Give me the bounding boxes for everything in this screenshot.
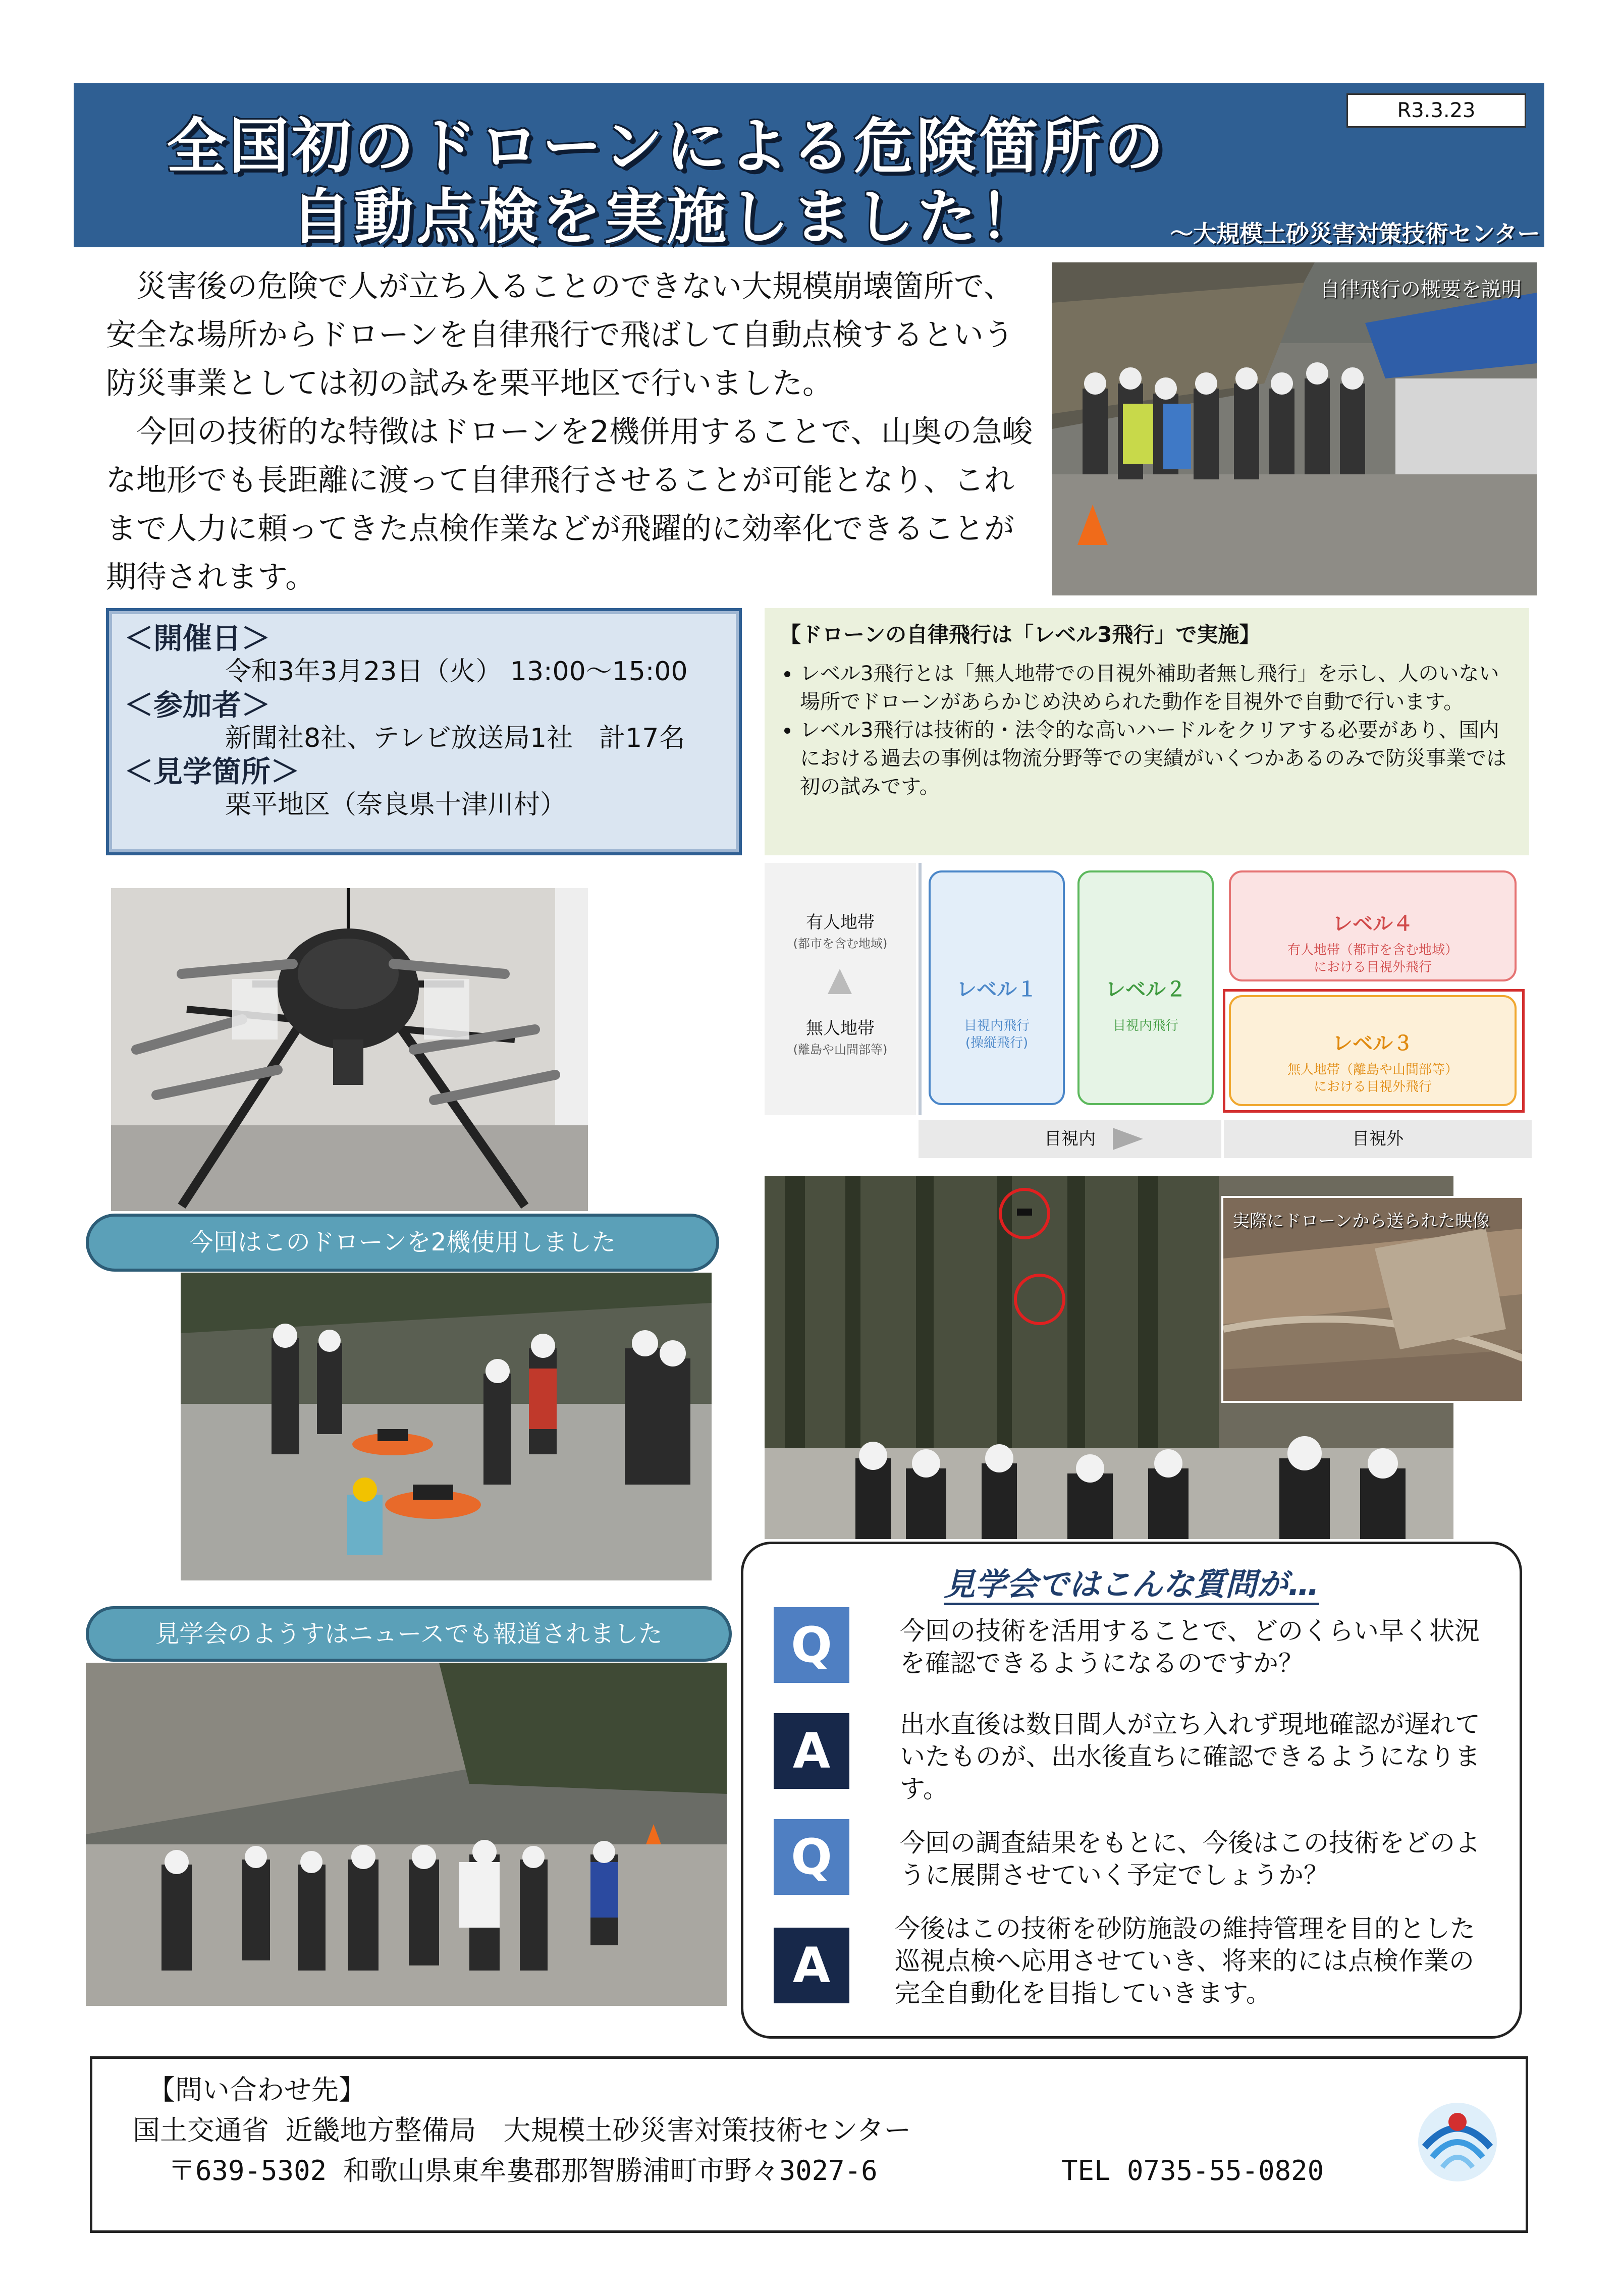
photo-drone-video-caption: 実際にドローンから送られた映像: [1232, 1211, 1490, 1231]
question-text: 今回の調査結果をもとに、今後はこの技術をどのように展開させていく予定でしょうか？: [900, 1828, 1480, 1890]
contact-heading: 【問い合わせ先】: [148, 2074, 366, 2106]
qa-title-text: 見学会ではこんな質問が…: [944, 1566, 1319, 1605]
event-date-value: 令和3年3月23日（火） 13:00～15:00: [225, 657, 688, 687]
level-chart-row-labels: [765, 863, 916, 1115]
header-banner: [74, 83, 1544, 252]
event-info-box: [106, 608, 742, 855]
drone-caption: 今回はこのドローンを2機使用しました: [189, 1228, 616, 1256]
page-title-line1: 全国初のドローンによる危険箇所の: [167, 112, 1167, 181]
event-date-heading: ＜開催日＞: [124, 621, 271, 655]
intro-text: [106, 262, 1040, 602]
photo-briefing: [1052, 262, 1537, 595]
col-label-beyond-sight: 目視外: [1224, 1120, 1532, 1158]
event-participants-value: 新聞社8社、テレビ放送局1社 計17名: [225, 723, 685, 753]
photo-field-drones: [181, 1273, 712, 1580]
level1-sub1: 目視内飛行: [963, 1018, 1030, 1033]
news-caption: 見学会のようすはニュースでも報道されました: [155, 1620, 663, 1648]
mlit-logo-icon: [1415, 2099, 1500, 2195]
photo-field-drones-image: [181, 1273, 712, 1580]
intro-paragraph-1: 災害後の危険で人が立ち入ることのできない大規模崩壊箇所で、安全な場所からドローンを自律飛行で飛ばして自動点検するという防災事業としては初の試みを栗平地区で行いました。: [106, 269, 1014, 401]
photo-news-site: [86, 1663, 727, 2006]
contact-organization: 国土交通省 近畿地方整備局 大規模土砂災害対策技術センター: [133, 2114, 911, 2146]
chart-axis-vertical: [919, 863, 922, 1115]
level4-cell: [1229, 870, 1517, 981]
contact-address: 〒639-5302 和歌山県東牟婁郡那智勝浦町市野々3027-6: [168, 2155, 878, 2186]
qa-section: [741, 1542, 1522, 2039]
intro-paragraph-2: 今回の技術的な特徴はドローンを2機併用することで、山奥の急峻な地形でも長距離に渡って自律飛行させることが可能となり、これまで人力に頼ってきた点検作業などが飛躍的に効率化できることが期待されます。: [106, 414, 1033, 595]
level3-info-bullet: • レベル3飛行とは「無人地帯での目視外補助者無し飛行」を示し、人のいない場所でドローンがあらかじめ決められた動作を目視外で自動で行います。: [800, 660, 1514, 716]
row-label-manned: 有人地帯: [806, 912, 875, 933]
row-label-unmanned: 無人地帯: [806, 1018, 875, 1038]
news-caption-pill: [86, 1606, 732, 1662]
organization-subtitle: ～大規模土砂災害対策技術センター: [1170, 220, 1541, 247]
event-place-heading: ＜見学箇所＞: [124, 754, 300, 789]
arrow-right-icon: [1113, 1128, 1143, 1150]
level2-cell: [1077, 870, 1214, 1105]
photo-briefing-caption: 自律飛行の概要を説明: [1320, 278, 1522, 301]
row-sub-manned: (都市を含む地域): [793, 937, 888, 951]
question-badge: Q: [774, 1819, 849, 1895]
level1-cell: [929, 870, 1065, 1105]
level3-sub2: における目視外飛行: [1313, 1079, 1432, 1095]
answer-badge: A: [774, 1928, 849, 2003]
contact-tel: TEL 0735-55-0820: [1061, 2155, 1324, 2186]
level4-sub1: 有人地帯（都市を含む地域）: [1287, 943, 1458, 958]
level3-info-bullet: • レベル3飛行は技術的・法令的な高いハードルをクリアする必要があり、国内における過去の事例は物流分野等での実績がいくつかあるのみで防災事業では初の試みです。: [800, 716, 1514, 801]
question-text: 今回の技術を活用することで、どのくらい早く状況を確認できるようになるのですか？: [900, 1616, 1480, 1678]
drone-caption-pill: [86, 1214, 719, 1272]
event-place-value: 栗平地区（奈良県十津川村）: [225, 790, 567, 820]
event-participants-heading: ＜参加者＞: [124, 688, 271, 722]
level3-info-box: [765, 608, 1529, 855]
page-title-line2: 自動点検を実施しました！: [291, 182, 1042, 252]
level1-title: レベル１: [956, 978, 1037, 1001]
photo-drone-image: [111, 888, 588, 1211]
level3-sub1: 無人地帯（離島や山間部等）: [1287, 1062, 1458, 1077]
answer-text: 今後はこの技術を砂防施設の維持管理を目的とした巡視点検へ応用させていき、将来的には点検作業の完全自動化を目指していきます。: [895, 1914, 1475, 2008]
date-label: R3.3.23: [1346, 93, 1526, 128]
level1-sub2: (操縦飛行): [965, 1035, 1029, 1051]
photo-drone-video: [1221, 1196, 1524, 1403]
level2-sub: 目視内飛行: [1112, 1018, 1178, 1033]
photo-news-site-image: [86, 1663, 727, 2006]
level3-info-heading: 【ドローンの自律飛行は「レベル3飛行」で実施】: [780, 622, 1261, 647]
level2-title: レベル２: [1105, 978, 1186, 1001]
photo-drone: [111, 888, 588, 1211]
arrow-up-icon: [828, 969, 852, 994]
row-sub-unmanned: (離島や山間部等): [793, 1043, 888, 1057]
col-label-within-sight: 目視内: [919, 1120, 1221, 1158]
level3-title: レベル３: [1332, 1032, 1413, 1055]
contact-box: [90, 2056, 1528, 2233]
level4-title: レベル４: [1332, 912, 1413, 936]
photo-briefing-image: [1052, 262, 1537, 595]
level3-cell: [1229, 995, 1517, 1106]
answer-text: 出水直後は数日間人が立ち入れず現地確認が遅れていたものが、出水後直ちに確認できるようになります。: [900, 1710, 1480, 1803]
qa-title: [743, 1559, 1520, 1604]
answer-badge: A: [774, 1713, 849, 1789]
level4-sub2: における目視外飛行: [1313, 960, 1432, 975]
question-badge: Q: [774, 1607, 849, 1683]
flight-level-chart: [765, 863, 1532, 1161]
